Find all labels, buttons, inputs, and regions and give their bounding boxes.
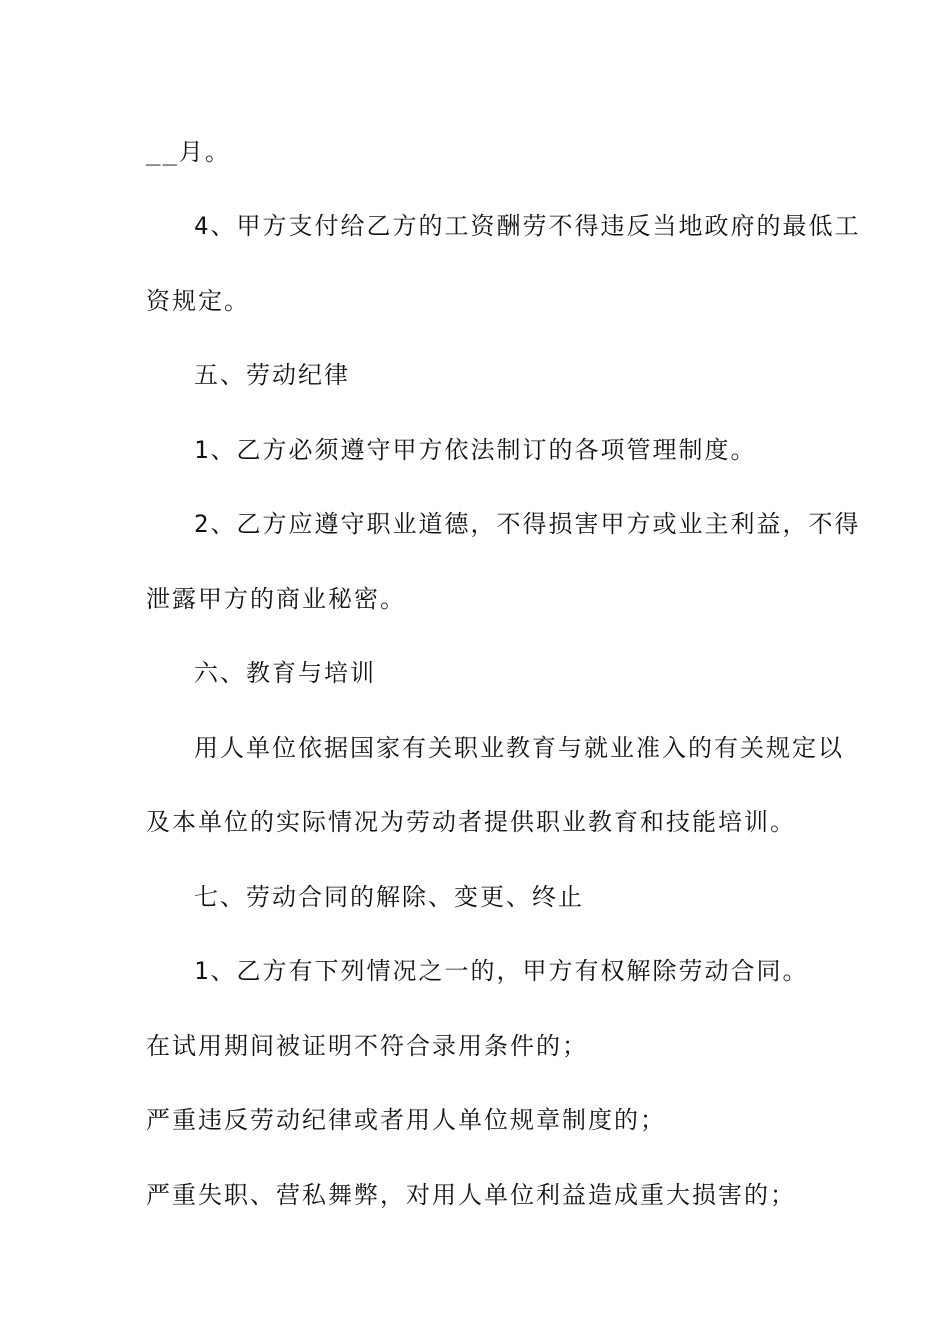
text-line: 严重违反劳动纪律或者用人单位规章制度的； [146,1106,666,1134]
text-line: __月。 [146,138,231,166]
text-line: 及本单位的实际情况为劳动者提供职业教育和技能培训。 [146,808,796,836]
text-line: 严重失职、营私舞弊，对用人单位利益造成重大损害的； [146,1181,796,1209]
text-line: 4、甲方支付给乙方的工资酬劳不得违反当地政府的最低工 [194,212,861,240]
text-line: 在试用期间被证明不符合录用条件的； [146,1032,588,1060]
text-line: 资规定。 [146,287,250,315]
text-line: 2、乙方应遵守职业道德，不得损害甲方或业主利益，不得 [194,510,861,538]
text-line: 泄露甲方的商业秘密。 [146,585,406,613]
section-heading: 五、劳动纪律 [194,361,350,389]
text-line: 用人单位依据国家有关职业教育与就业准入的有关规定以 [194,734,844,762]
text-line: 1、乙方有下列情况之一的，甲方有权解除劳动合同。 [194,957,809,985]
section-heading: 七、劳动合同的解除、变更、终止 [194,883,584,911]
text-line: 1、乙方必须遵守甲方依法制订的各项管理制度。 [194,436,757,464]
section-heading: 六、教育与培训 [194,659,376,687]
